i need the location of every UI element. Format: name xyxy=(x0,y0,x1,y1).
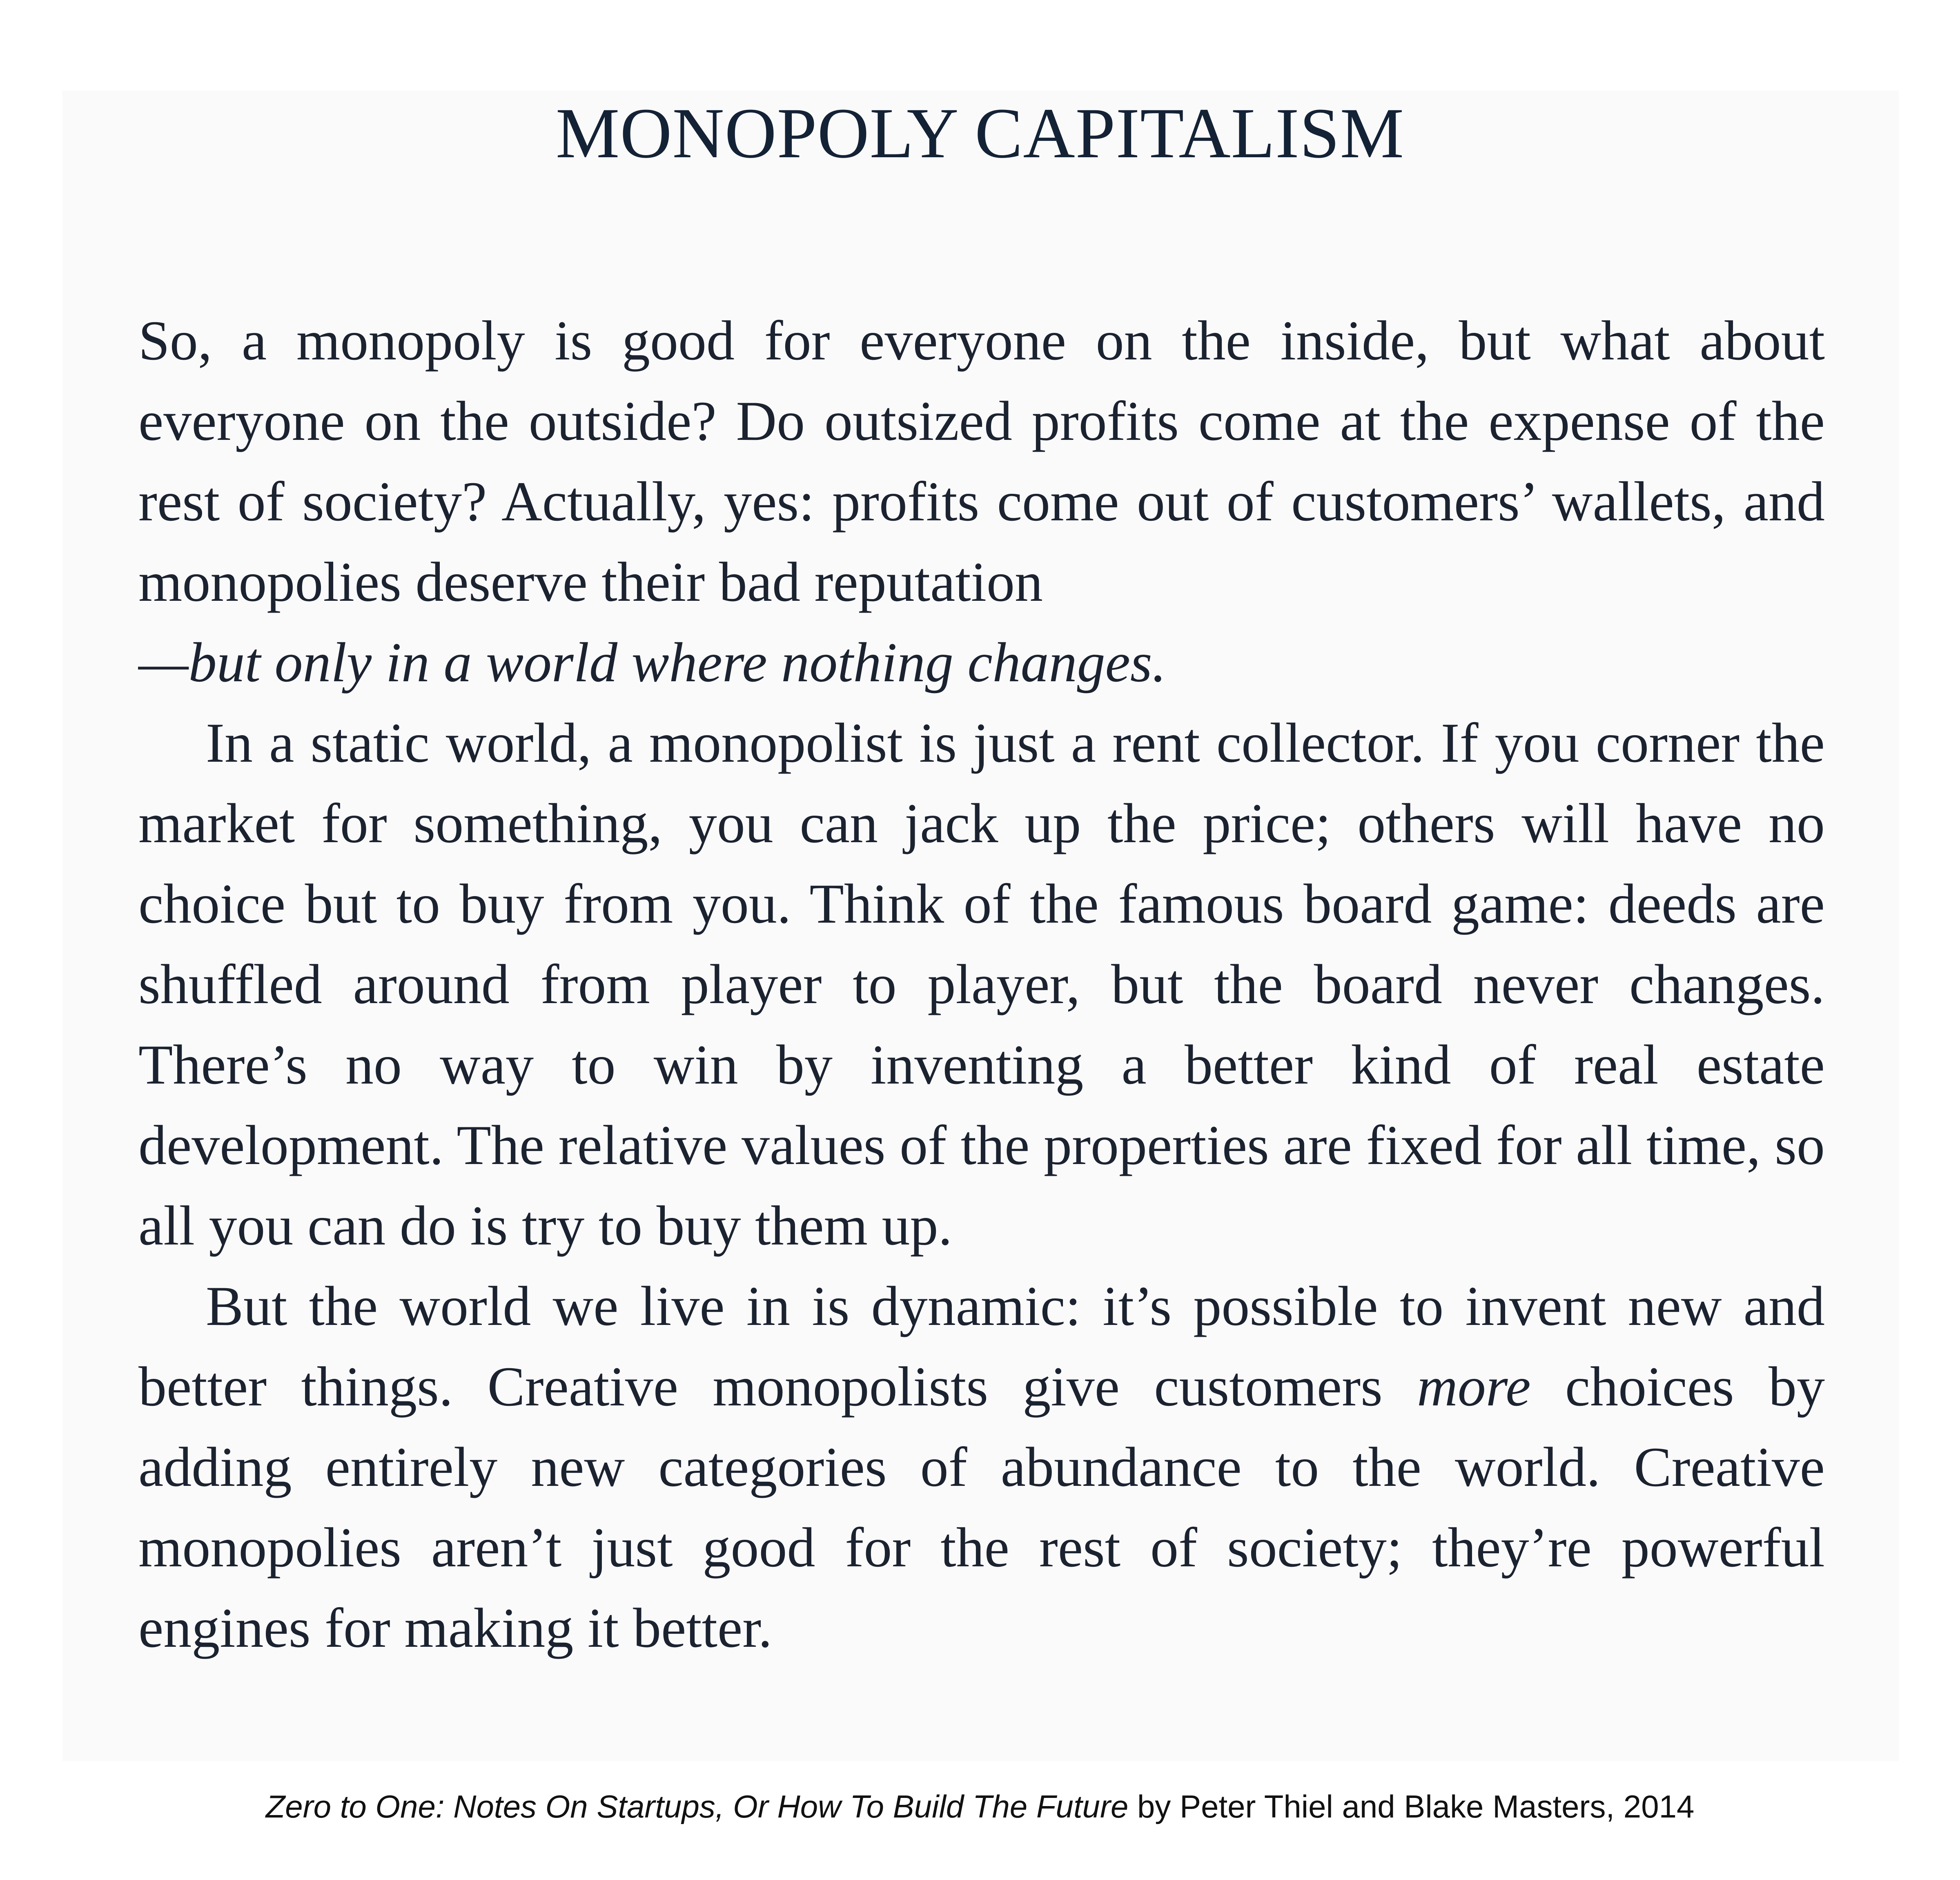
paragraph-3 xyxy=(138,1266,1825,1668)
paragraph-3-text-start: But the world we live in is dynamic: it’s possible to invent new and better things. Creative monopolists give customers xyxy=(138,1275,1825,1418)
caption-byline: by Peter Thiel and Blake Masters, 2014 xyxy=(1128,1789,1695,1824)
paragraph-2: In a static world, a monopolist is just a rent collector. If you corner the market for something, you can jack up the price; others will have no choice but to buy from you. Think of the famous board game: deeds are shuffled around from player to player, but the board never changes. There’s no way to win by inventing a better kind of real estate development. The relative values of the properties are fixed for all time, so all you can do is try to buy them up. xyxy=(138,711,1825,1257)
paragraph-1 xyxy=(138,300,1825,702)
paragraph-1-italic-tail: —but only in a world where nothing changes. xyxy=(138,631,1167,694)
caption-book-title: Zero to One: Notes On Startups, Or How To Build The Future xyxy=(265,1789,1129,1824)
paragraph-1-text: So, a monopoly is good for everyone on the inside, but what about everyone on the outside? Do outsized profits come at the expense of the rest of society? Actually, yes: profits come out of customers’ wallets, and monopolies deserve their bad reputation xyxy=(138,309,1825,613)
paragraph-3-text-end: choices by adding entirely new categories of abundance to the world. Creative monopolies aren’t just good for the rest of society; they’re powerful engines for making it better. xyxy=(138,1355,1825,1659)
source-caption xyxy=(0,1787,1960,1826)
chapter-title: MONOPOLY CAPITALISM xyxy=(555,94,1405,173)
paragraph-3-emphasis: more xyxy=(1417,1355,1531,1418)
book-excerpt xyxy=(138,300,1825,1668)
